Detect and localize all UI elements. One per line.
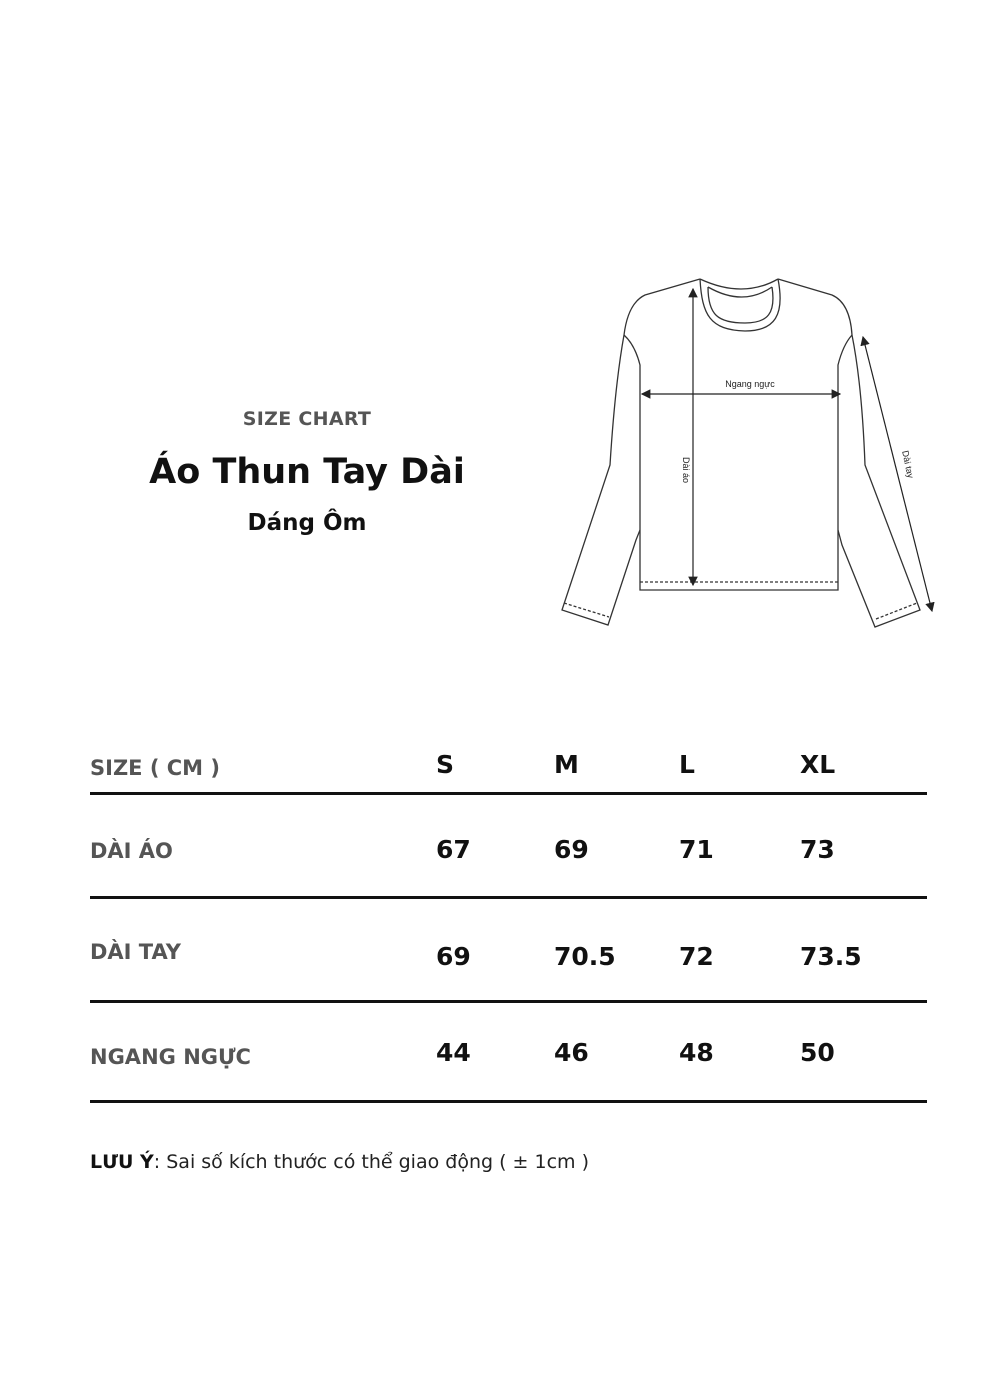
sleeve-label: Dài tay xyxy=(900,449,916,480)
size-header-s: S xyxy=(436,750,455,779)
shirt-outline xyxy=(562,279,920,627)
table-cell: 50 xyxy=(800,1038,835,1067)
size-unit-header: SIZE ( CM ) xyxy=(90,756,220,780)
product-fit: Dáng Ôm xyxy=(247,510,367,536)
row-label: DÀI ÁO xyxy=(90,839,173,863)
table-cell: 67 xyxy=(436,835,471,864)
shirt-diagram xyxy=(550,265,950,640)
table-cell: 69 xyxy=(436,942,471,971)
chest-label: Ngang ngực xyxy=(725,379,775,389)
table-cell: 48 xyxy=(679,1038,714,1067)
table-cell: 46 xyxy=(554,1038,589,1067)
row-label: DÀI TAY xyxy=(90,940,181,964)
size-header-m: M xyxy=(554,750,579,779)
size-chart-kicker: SIZE CHART xyxy=(242,408,372,430)
table-cell: 71 xyxy=(679,835,714,864)
table-cell: 72 xyxy=(679,942,714,971)
size-header-xl: XL xyxy=(800,750,836,779)
length-label: Dài áo xyxy=(681,456,691,484)
product-title: Áo Thun Tay Dài xyxy=(149,452,465,492)
table-cell: 73 xyxy=(800,835,835,864)
table-cell: 44 xyxy=(436,1038,471,1067)
row-label: NGANG NGỰC xyxy=(90,1045,251,1069)
table-divider xyxy=(90,896,927,899)
table-cell: 69 xyxy=(554,835,589,864)
table-divider xyxy=(90,1000,927,1003)
table-cell: 70.5 xyxy=(554,942,616,971)
table-divider xyxy=(90,1100,927,1103)
table-divider xyxy=(90,792,927,795)
note-text: : Sai số kích thước có thể giao động ( ± 1cm ) xyxy=(153,1151,589,1173)
note-label: LƯU Ý xyxy=(90,1151,154,1173)
table-cell: 73.5 xyxy=(800,942,862,971)
size-header-l: L xyxy=(679,750,695,779)
sleeve-arrow xyxy=(863,337,932,611)
tolerance-note xyxy=(90,1151,589,1173)
